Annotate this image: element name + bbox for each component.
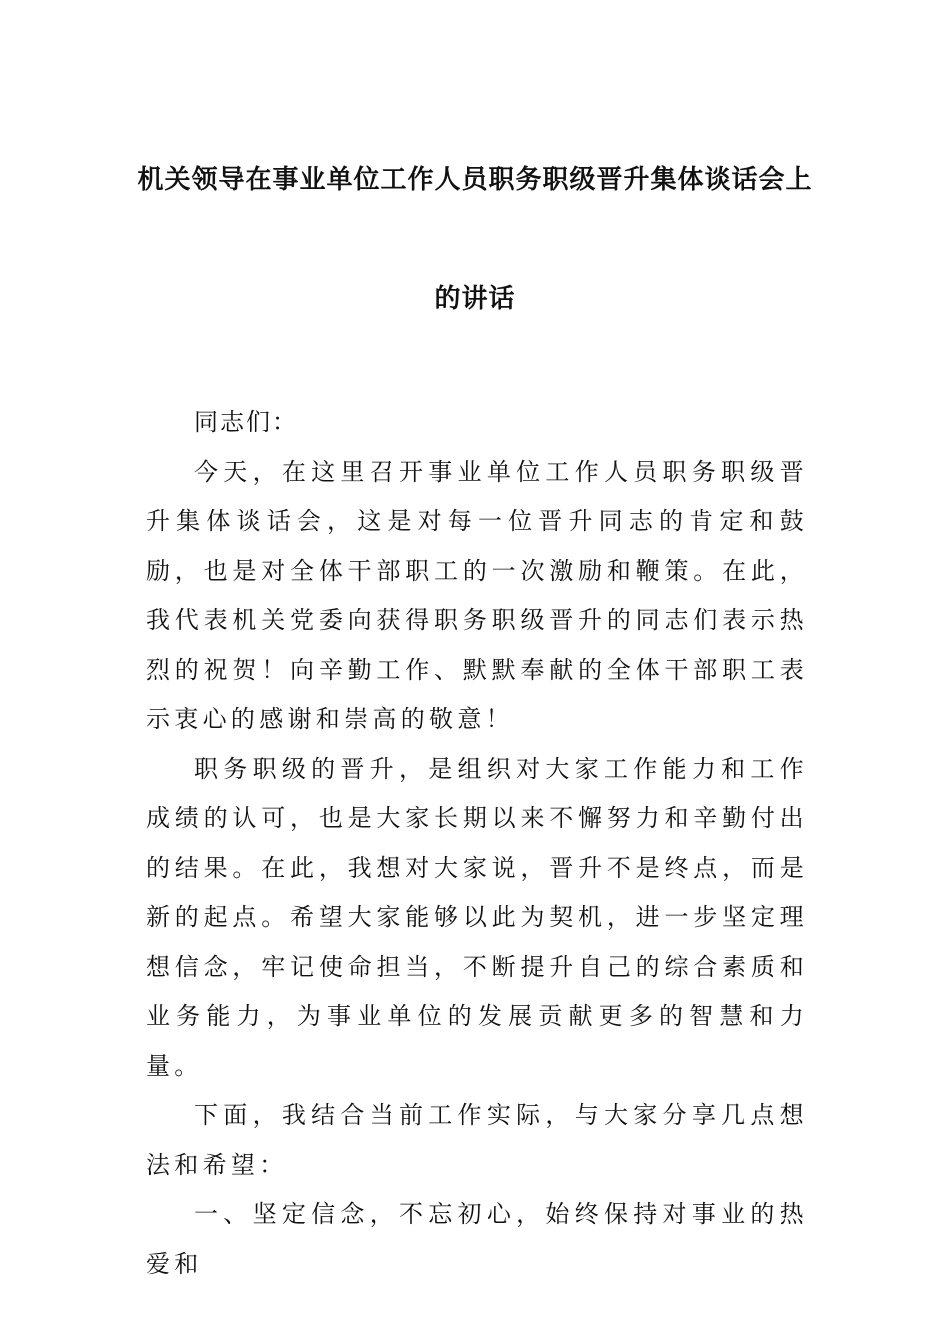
text-line: 作、默默奉献的全体干部职工表示衷心的感谢和崇高的敬	[146, 655, 809, 733]
text-line: 向获得职务职级晋升的同志们表示热烈的祝贺！向辛勤工	[146, 606, 808, 684]
document-title-line-2: 的讲话	[434, 284, 516, 314]
text-line: 望大家能够以此为契机，进一步坚定理想信念，牢记使命	[146, 903, 808, 981]
text-line: 一、坚定信念，不忘初心，始终保持对事业的热爱和	[146, 1200, 808, 1278]
text-line: 全体干部职工的一次激励和鞭策。在此，我代表机关党委	[146, 556, 809, 634]
text-line: 的认可，也是大家长期以来不懈努力和辛勤付出的结果。	[146, 804, 808, 882]
document-title-line-1: 机关领导在事业单位工作人员职务职级晋升集体谈话会上	[137, 165, 813, 195]
text-line: 担当，不断提升自己的综合素质和业务能力，为事业单位	[146, 952, 808, 1030]
text-line: 的发展贡献更多的智慧和力量。	[146, 1002, 808, 1080]
text-line: 体谈话会，这是对每一位晋升同志的肯定和鼓励，也是对	[146, 507, 808, 585]
text-line: 在此，我想对大家说，晋升不是终点，而是新的起点。希	[146, 853, 808, 931]
paragraph-2	[146, 745, 808, 1092]
document-body	[146, 398, 808, 1289]
paragraph-1	[146, 448, 808, 745]
text-line: 希望：	[202, 1150, 288, 1179]
text-line: 今天，在这里召开事业单位工作人员职务职级晋升集	[146, 457, 808, 535]
paragraph-3	[146, 1091, 808, 1190]
paragraph-4	[146, 1190, 808, 1289]
text-line: 职务职级的晋升，是组织对大家工作能力和工作成绩	[146, 754, 808, 832]
salutation: 同志们：	[194, 408, 298, 436]
text-line: 意！	[457, 705, 514, 733]
text-line: 下面，我结合当前工作实际，与大家分享几点想法和	[146, 1101, 808, 1179]
